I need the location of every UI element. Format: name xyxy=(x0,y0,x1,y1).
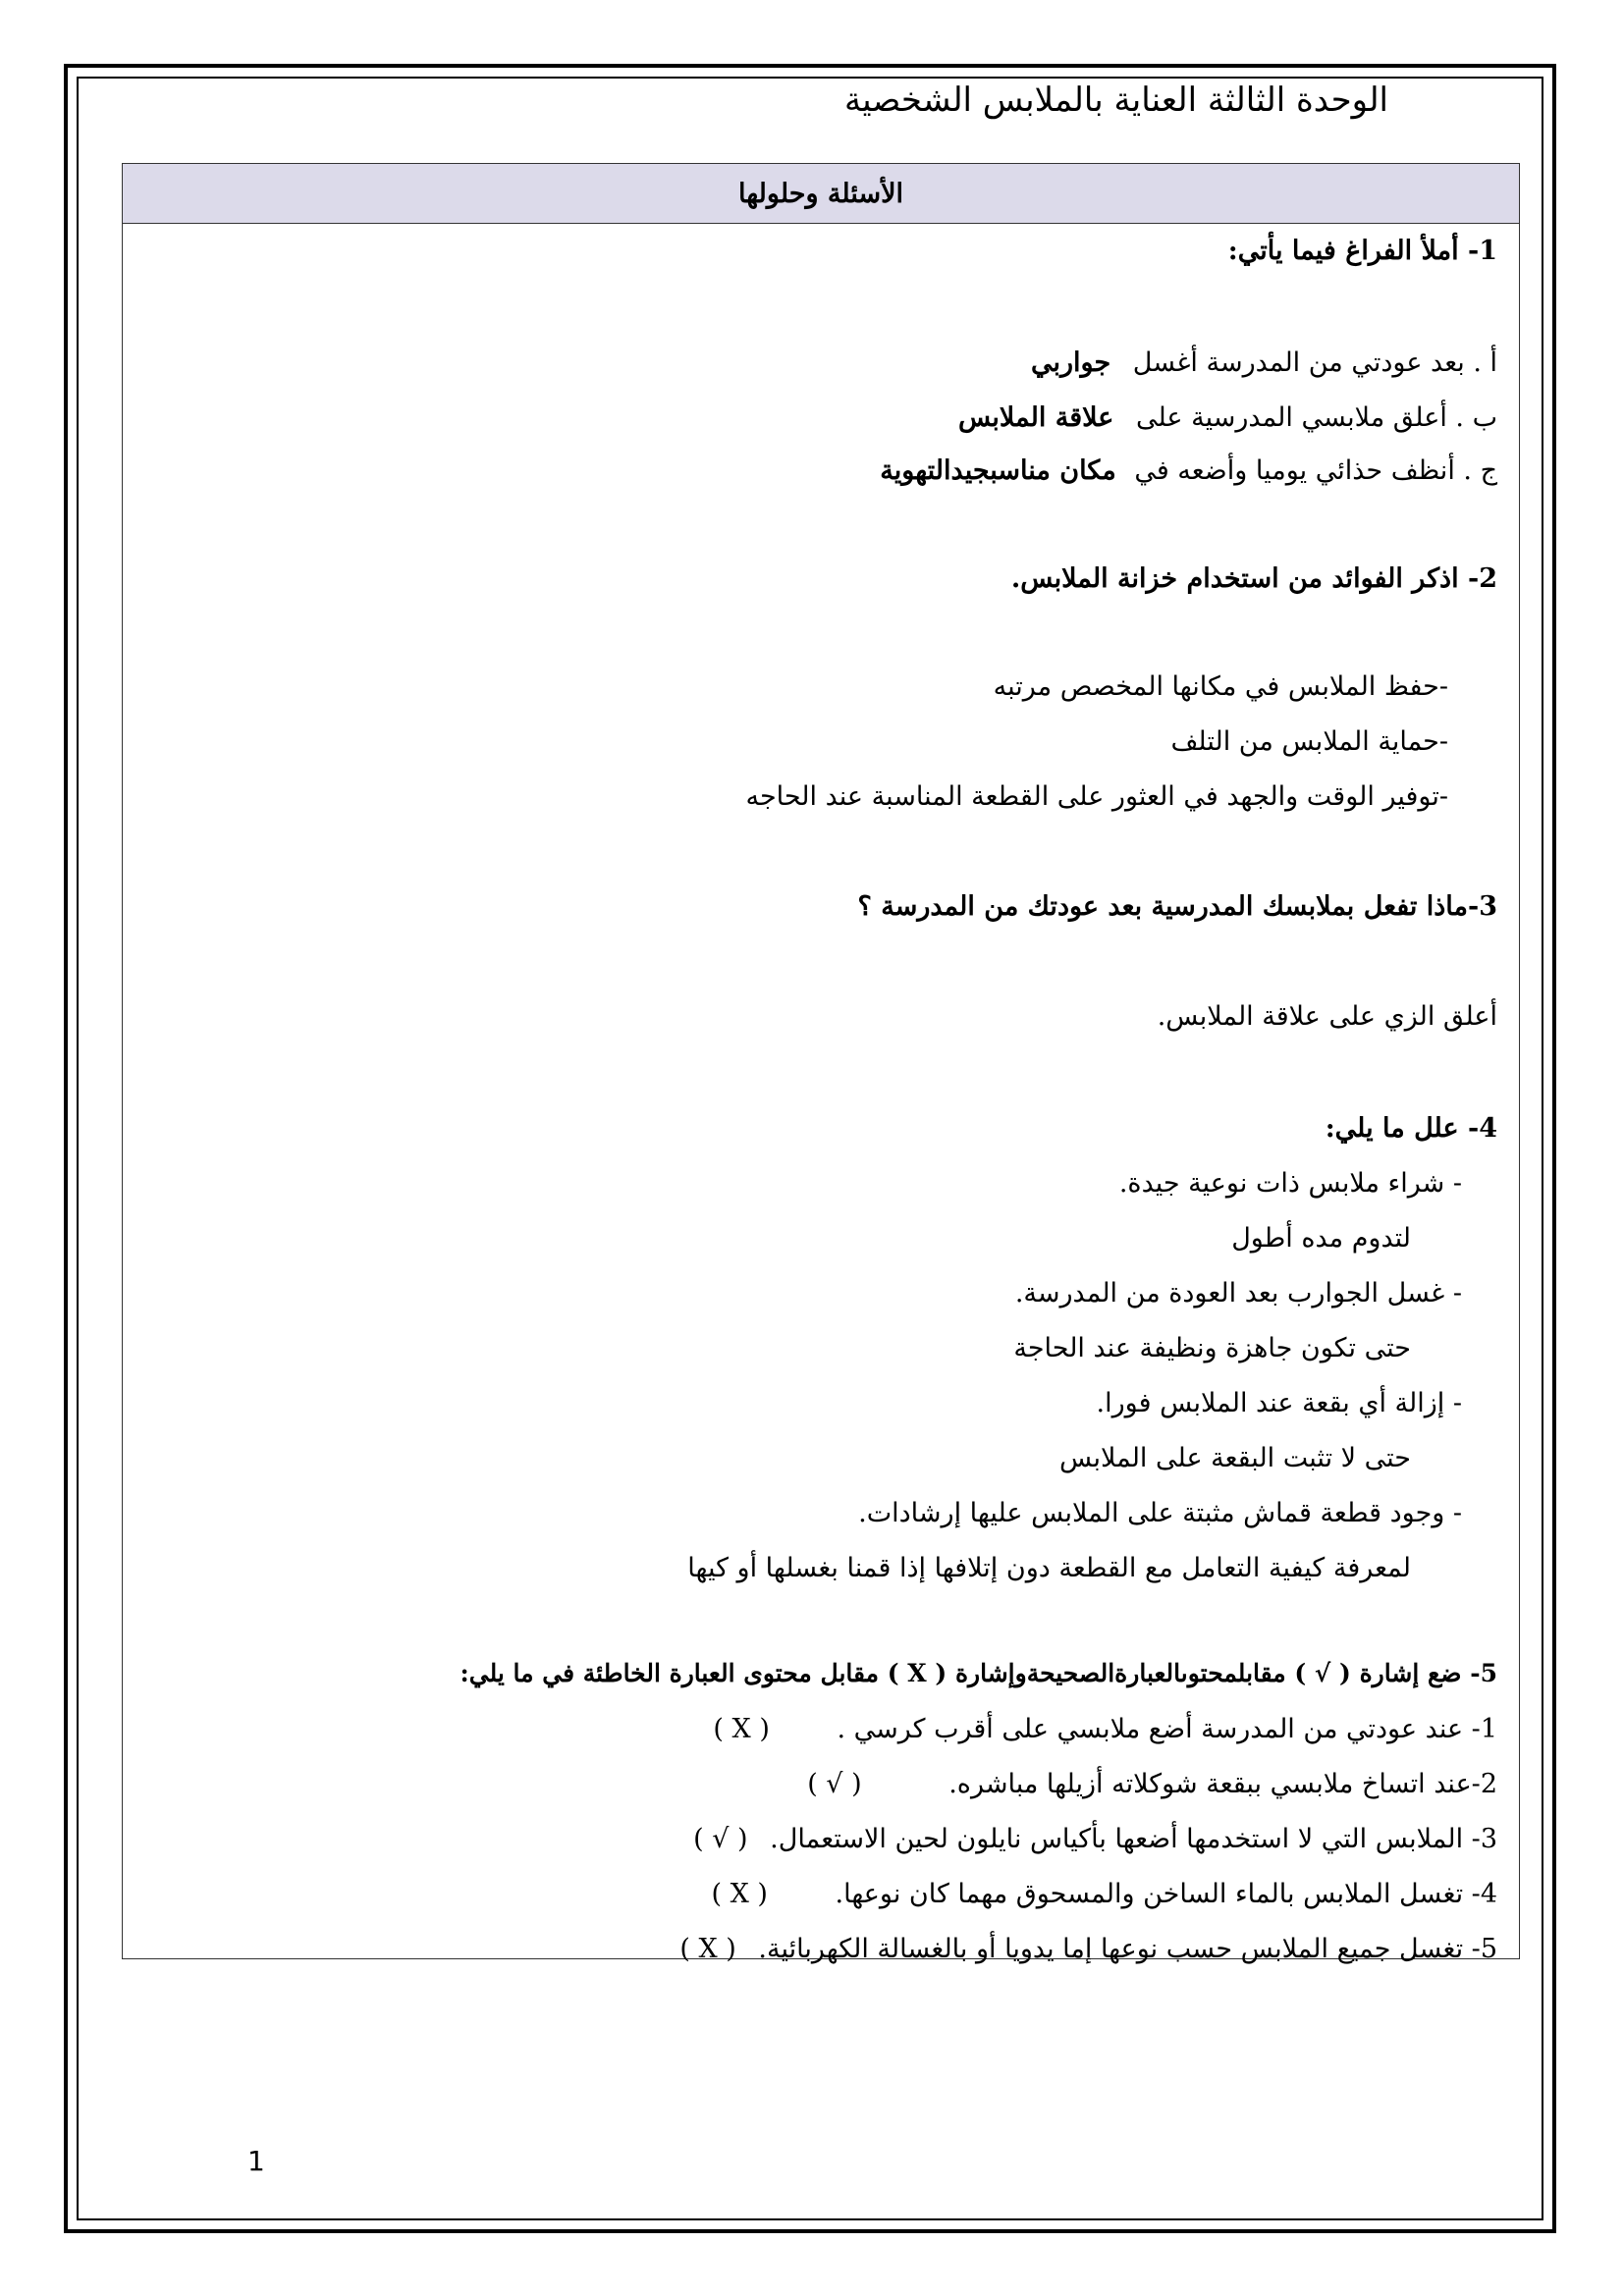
q4-reason-2: حتى تكون جاهزة ونظيفة عند الحاجة xyxy=(1013,1333,1411,1363)
q2-title: 2- اذكر الفوائد من استخدام خزانة الملابس. xyxy=(1010,563,1497,594)
q4-statement-4: - وجود قطعة قماش مثبتة على الملابس عليها إرشادات. xyxy=(858,1498,1462,1528)
q1-b-text: ب . أعلق ملابسي المدرسية على xyxy=(1135,402,1497,433)
q5-item-4-mark: ( X ) xyxy=(711,1879,768,1909)
q2-answer-2: -حماية الملابس من التلف xyxy=(1170,726,1448,757)
q5-item-3 xyxy=(679,1824,1497,1855)
q4-statement-1: - شراء ملابس ذات نوعية جيدة. xyxy=(1118,1168,1462,1199)
q1-item-a xyxy=(1031,347,1497,379)
questions-table xyxy=(122,163,1520,1964)
q5-item-1 xyxy=(699,1714,1497,1745)
q5-item-1-mark: ( X ) xyxy=(713,1714,770,1744)
section-header: الأسئلة وحلولها xyxy=(123,164,1519,224)
q1-a-text: أ . بعد عودتي من المدرسة أغسل xyxy=(1132,347,1497,378)
q5-item-5-text: 5- تغسل جميع الملابس حسب نوعها إما يدويا أو بالغسالة الكهربائية. xyxy=(758,1934,1497,1964)
q1-c-text: ج . أنظف حذائي يوميا وأضعه في xyxy=(1134,455,1497,486)
q2-answer-1: -حفظ الملابس في مكانها المخصص مرتبه xyxy=(993,671,1448,702)
q5-item-3-text: 3- الملابس التي لا استخدمها أضعها بأكياس نايلون لحين الاستعمال. xyxy=(770,1824,1497,1854)
q5-item-1-text: 1- عند عودتي من المدرسة أضع ملابسي على أقرب كرسي . xyxy=(837,1714,1497,1744)
page-number: 1 xyxy=(247,2145,265,2177)
q1-a-answer: جواربي xyxy=(1030,347,1111,378)
q3-title: 3-ماذا تفعل بملابسك المدرسية بعد عودتك من المدرسة ؟ xyxy=(857,891,1497,922)
q4-reason-3: حتى لا تثبت البقعة على الملابس xyxy=(1059,1443,1411,1473)
q1-title: 1- أملأ الفراغ فيما يأتي: xyxy=(1227,236,1497,266)
q3-answer: أعلق الزي على علاقة الملابس. xyxy=(1157,1001,1497,1032)
q5-item-4 xyxy=(697,1879,1497,1910)
q2-answer-3: -توفير الوقت والجهد في العثور على القطعة المناسبة عند الحاجه xyxy=(745,781,1448,812)
q1-b-answer: علاقة الملابس xyxy=(958,402,1114,433)
q5-item-2-text: 2-عند اتساخ ملابسي ببقعة شوكلاته أزيلها مباشره. xyxy=(948,1769,1497,1799)
q5-item-2-mark: ( √ ) xyxy=(807,1769,862,1799)
q4-reason-1: لتدوم مده أطول xyxy=(1231,1223,1411,1254)
q4-statement-2: - غسل الجوارب بعد العودة من المدرسة. xyxy=(1014,1278,1462,1308)
q5-item-5 xyxy=(666,1934,1497,1965)
q5-title: 5- ضع إشارة ( √ ) مقابلمحتوىالعبارةالصحيحةوإشارة ( X ) مقابل محتوى العبارة الخاطئة في ما يلي: xyxy=(460,1659,1497,1687)
q5-item-4-text: 4- تغسل الملابس بالماء الساخن والمسحوق مهما كان نوعها. xyxy=(835,1879,1497,1909)
q1-item-c xyxy=(880,455,1497,487)
q5-item-3-mark: ( √ ) xyxy=(693,1824,748,1854)
q4-reason-4: لمعرفة كيفية التعامل مع القطعة دون إتلافها إذا قمنا بغسلها أو كيها xyxy=(687,1553,1411,1583)
unit-title: الوحدة الثالثة العناية بالملابس الشخصية xyxy=(843,80,1388,120)
q4-statement-3: - إزالة أي بقعة عند الملابس فورا. xyxy=(1096,1388,1462,1418)
q5-item-5-mark: ( X ) xyxy=(679,1934,736,1964)
q1-item-b xyxy=(958,402,1497,434)
q1-c-answer: مكان مناسبجيدالتهوية xyxy=(880,455,1116,486)
q4-title: 4- علل ما يلي: xyxy=(1325,1113,1497,1144)
q5-item-2 xyxy=(793,1769,1497,1800)
